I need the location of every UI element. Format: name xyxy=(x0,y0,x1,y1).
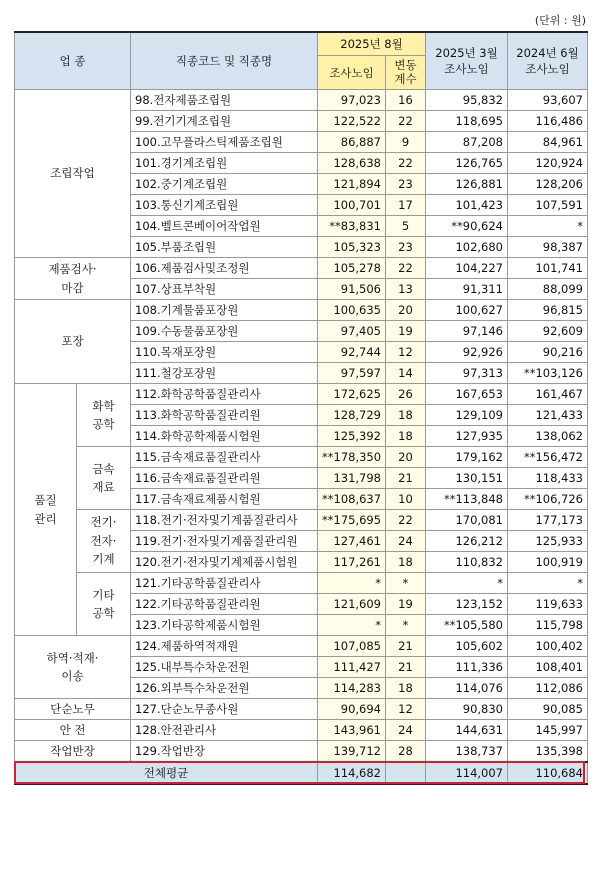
table-body xyxy=(15,90,588,763)
change-count-cell: 24 xyxy=(386,720,426,741)
subcategory-cell: 화학 공학 xyxy=(77,384,131,447)
survey-wage-cell: 143,961 xyxy=(318,720,386,741)
survey-wage-cell: **83,831 xyxy=(318,216,386,237)
survey-wage-cell: * xyxy=(318,615,386,636)
change-count-cell: 17 xyxy=(386,195,426,216)
change-count-cell: 20 xyxy=(386,300,426,321)
jun2024-cell: 145,997 xyxy=(508,720,588,741)
change-count-cell: 21 xyxy=(386,636,426,657)
mar2025-cell: 110,832 xyxy=(426,552,508,573)
change-count-cell: 20 xyxy=(386,447,426,468)
mar2025-cell: 91,311 xyxy=(426,279,508,300)
occupation-cell: 100.고무플라스틱제품조립원 xyxy=(131,132,318,153)
change-count-cell: 21 xyxy=(386,468,426,489)
survey-wage-cell: 121,894 xyxy=(318,174,386,195)
mar2025-cell: 170,081 xyxy=(426,510,508,531)
mar2025-cell: 90,830 xyxy=(426,699,508,720)
mar2025-cell: 167,653 xyxy=(426,384,508,405)
occupation-cell: 112.화학공학품질관리사 xyxy=(131,384,318,405)
mar2025-cell: 138,737 xyxy=(426,741,508,763)
change-count-cell: 18 xyxy=(386,552,426,573)
mar2025-cell: 123,152 xyxy=(426,594,508,615)
jun2024-cell: 116,486 xyxy=(508,111,588,132)
jun2024-cell: 125,933 xyxy=(508,531,588,552)
mar2025-cell: 179,162 xyxy=(426,447,508,468)
survey-wage-cell: **108,637 xyxy=(318,489,386,510)
jun2024-cell: 112,086 xyxy=(508,678,588,699)
jun2024-cell: **106,726 xyxy=(508,489,588,510)
jun2024-cell: 135,398 xyxy=(508,741,588,763)
category-cell: 제품검사· 마감 xyxy=(15,258,131,300)
mar2025-cell: **113,848 xyxy=(426,489,508,510)
survey-wage-cell: 128,638 xyxy=(318,153,386,174)
jun2024-cell: 120,924 xyxy=(508,153,588,174)
survey-wage-cell: 86,887 xyxy=(318,132,386,153)
jun2024-cell: 115,798 xyxy=(508,615,588,636)
change-count-cell: 22 xyxy=(386,111,426,132)
change-count-cell: 18 xyxy=(386,426,426,447)
survey-wage-cell: 105,278 xyxy=(318,258,386,279)
jun2024-cell: 96,815 xyxy=(508,300,588,321)
change-count-cell: * xyxy=(386,615,426,636)
jun2024-cell: 98,387 xyxy=(508,237,588,258)
occupation-cell: 126.외부특수차운전원 xyxy=(131,678,318,699)
table-row xyxy=(15,90,588,111)
occupation-cell: 118.전기·전자및기계품질관리사 xyxy=(131,510,318,531)
jun2024-cell: 138,062 xyxy=(508,426,588,447)
table-row xyxy=(15,573,588,594)
change-count-cell: 23 xyxy=(386,174,426,195)
total-jun: 110,684 xyxy=(508,762,588,784)
header-aug2025: 2025년 8월 xyxy=(318,32,426,56)
jun2024-cell: 90,216 xyxy=(508,342,588,363)
change-count-cell: 26 xyxy=(386,384,426,405)
occupation-cell: 102.중기계조립원 xyxy=(131,174,318,195)
change-count-cell: 13 xyxy=(386,279,426,300)
jun2024-cell: 108,401 xyxy=(508,657,588,678)
survey-wage-cell: 114,283 xyxy=(318,678,386,699)
mar2025-cell: 101,423 xyxy=(426,195,508,216)
total-mar: 114,007 xyxy=(426,762,508,784)
jun2024-cell: * xyxy=(508,216,588,237)
change-count-cell: 9 xyxy=(386,132,426,153)
occupation-cell: 128.안전관리사 xyxy=(131,720,318,741)
mar2025-cell: 100,627 xyxy=(426,300,508,321)
survey-wage-cell: * xyxy=(318,573,386,594)
change-count-cell: 22 xyxy=(386,510,426,531)
change-count-cell: * xyxy=(386,573,426,594)
change-count-cell: 19 xyxy=(386,594,426,615)
occupation-cell: 122.기타공학품질관리원 xyxy=(131,594,318,615)
survey-wage-cell: 128,729 xyxy=(318,405,386,426)
survey-wage-cell: 131,798 xyxy=(318,468,386,489)
change-count-cell: 16 xyxy=(386,90,426,111)
jun2024-cell: 100,919 xyxy=(508,552,588,573)
mar2025-cell: 111,336 xyxy=(426,657,508,678)
mar2025-cell: 126,212 xyxy=(426,531,508,552)
jun2024-cell: 101,741 xyxy=(508,258,588,279)
table-row xyxy=(15,447,588,468)
jun2024-cell: 90,085 xyxy=(508,699,588,720)
change-count-cell: 5 xyxy=(386,216,426,237)
survey-wage-cell: 107,085 xyxy=(318,636,386,657)
occupation-cell: 127.단순노무종사원 xyxy=(131,699,318,720)
jun2024-cell: **103,126 xyxy=(508,363,588,384)
mar2025-cell: 92,926 xyxy=(426,342,508,363)
subcategory-cell: 금속 재료 xyxy=(77,447,131,510)
occupation-cell: 107.상표부착원 xyxy=(131,279,318,300)
header-occupation: 직종코드 및 직종명 xyxy=(131,32,318,90)
table-row xyxy=(15,720,588,741)
change-count-cell: 18 xyxy=(386,678,426,699)
header-industry: 업 종 xyxy=(15,32,131,90)
change-count-cell: 21 xyxy=(386,657,426,678)
occupation-cell: 129.작업반장 xyxy=(131,741,318,763)
jun2024-cell: 161,467 xyxy=(508,384,588,405)
change-count-cell: 28 xyxy=(386,741,426,763)
table-row xyxy=(15,300,588,321)
mar2025-cell: 118,695 xyxy=(426,111,508,132)
occupation-cell: 121.기타공학품질관리사 xyxy=(131,573,318,594)
jun2024-cell: 119,633 xyxy=(508,594,588,615)
jun2024-cell: 84,961 xyxy=(508,132,588,153)
survey-wage-cell: 122,522 xyxy=(318,111,386,132)
occupation-cell: 120.전기·전자및기계제품시험원 xyxy=(131,552,318,573)
jun2024-cell: 128,206 xyxy=(508,174,588,195)
total-row xyxy=(15,762,588,784)
survey-wage-cell: 111,427 xyxy=(318,657,386,678)
survey-wage-cell: 97,023 xyxy=(318,90,386,111)
table-row xyxy=(15,384,588,405)
header-survey-wage: 조사노임 xyxy=(318,56,386,90)
survey-wage-cell: **178,350 xyxy=(318,447,386,468)
jun2024-cell: 118,433 xyxy=(508,468,588,489)
category-cell: 품질 관리 xyxy=(15,384,77,636)
mar2025-cell: 144,631 xyxy=(426,720,508,741)
survey-wage-cell: 117,261 xyxy=(318,552,386,573)
mar2025-cell: **105,580 xyxy=(426,615,508,636)
mar2025-cell: 127,935 xyxy=(426,426,508,447)
survey-wage-cell: 90,694 xyxy=(318,699,386,720)
occupation-cell: 119.전기·전자및기계품질관리원 xyxy=(131,531,318,552)
wage-table xyxy=(14,31,588,785)
total-label: 전체평균 xyxy=(15,762,318,784)
category-cell: 안 전 xyxy=(15,720,131,741)
mar2025-cell: 102,680 xyxy=(426,237,508,258)
survey-wage-cell: 92,744 xyxy=(318,342,386,363)
change-count-cell: 24 xyxy=(386,531,426,552)
occupation-cell: 104.벨트콘베이어작업원 xyxy=(131,216,318,237)
table-row xyxy=(15,699,588,720)
survey-wage-cell: 139,712 xyxy=(318,741,386,763)
occupation-cell: 117.금속재료제품시험원 xyxy=(131,489,318,510)
change-count-cell: 18 xyxy=(386,405,426,426)
mar2025-cell: 97,313 xyxy=(426,363,508,384)
mar2025-cell: * xyxy=(426,573,508,594)
occupation-cell: 115.금속재료품질관리사 xyxy=(131,447,318,468)
category-cell: 단순노무 xyxy=(15,699,131,720)
mar2025-cell: **90,624 xyxy=(426,216,508,237)
jun2024-cell: 107,591 xyxy=(508,195,588,216)
change-count-cell: 22 xyxy=(386,153,426,174)
jun2024-cell: 92,609 xyxy=(508,321,588,342)
change-count-cell: 19 xyxy=(386,321,426,342)
header-change-count: 변동 계수 xyxy=(386,56,426,90)
mar2025-cell: 129,109 xyxy=(426,405,508,426)
category-cell: 하역·적재· 이송 xyxy=(15,636,131,699)
survey-wage-cell: 100,701 xyxy=(318,195,386,216)
occupation-cell: 113.화학공학품질관리원 xyxy=(131,405,318,426)
occupation-cell: 123.기타공학제품시험원 xyxy=(131,615,318,636)
jun2024-cell: 121,433 xyxy=(508,405,588,426)
table-row xyxy=(15,510,588,531)
jun2024-cell: 88,099 xyxy=(508,279,588,300)
occupation-cell: 109.수동물품포장원 xyxy=(131,321,318,342)
jun2024-cell: 100,402 xyxy=(508,636,588,657)
survey-wage-cell: **175,695 xyxy=(318,510,386,531)
subcategory-cell: 전기· 전자· 기계 xyxy=(77,510,131,573)
category-cell: 포장 xyxy=(15,300,131,384)
mar2025-cell: 97,146 xyxy=(426,321,508,342)
jun2024-cell: 177,173 xyxy=(508,510,588,531)
total-cv-empty xyxy=(386,762,426,784)
header-jun2024: 2024년 6월 조사노임 xyxy=(508,32,588,90)
survey-wage-cell: 97,405 xyxy=(318,321,386,342)
mar2025-cell: 87,208 xyxy=(426,132,508,153)
jun2024-cell: 93,607 xyxy=(508,90,588,111)
mar2025-cell: 104,227 xyxy=(426,258,508,279)
occupation-cell: 110.목재포장원 xyxy=(131,342,318,363)
occupation-cell: 101.경기계조립원 xyxy=(131,153,318,174)
change-count-cell: 23 xyxy=(386,237,426,258)
subcategory-cell: 기타 공학 xyxy=(77,573,131,636)
survey-wage-cell: 91,506 xyxy=(318,279,386,300)
change-count-cell: 12 xyxy=(386,342,426,363)
occupation-cell: 124.제품하역적재원 xyxy=(131,636,318,657)
survey-wage-cell: 127,461 xyxy=(318,531,386,552)
change-count-cell: 12 xyxy=(386,699,426,720)
occupation-cell: 106.제품검사및조정원 xyxy=(131,258,318,279)
occupation-cell: 99.전기기계조립원 xyxy=(131,111,318,132)
occupation-cell: 98.전자제품조립원 xyxy=(131,90,318,111)
table-row xyxy=(15,636,588,657)
survey-wage-cell: 105,323 xyxy=(318,237,386,258)
change-count-cell: 22 xyxy=(386,258,426,279)
mar2025-cell: 126,765 xyxy=(426,153,508,174)
survey-wage-cell: 125,392 xyxy=(318,426,386,447)
mar2025-cell: 126,881 xyxy=(426,174,508,195)
survey-wage-cell: 172,625 xyxy=(318,384,386,405)
total-wage: 114,682 xyxy=(318,762,386,784)
table-row xyxy=(15,258,588,279)
mar2025-cell: 130,151 xyxy=(426,468,508,489)
category-cell: 작업반장 xyxy=(15,741,131,763)
change-count-cell: 14 xyxy=(386,363,426,384)
occupation-cell: 105.부품조립원 xyxy=(131,237,318,258)
change-count-cell: 10 xyxy=(386,489,426,510)
occupation-cell: 114.화학공학제품시험원 xyxy=(131,426,318,447)
occupation-cell: 103.통신기계조립원 xyxy=(131,195,318,216)
category-cell: 조립작업 xyxy=(15,90,131,258)
occupation-cell: 125.내부특수차운전원 xyxy=(131,657,318,678)
mar2025-cell: 114,076 xyxy=(426,678,508,699)
table-row xyxy=(15,741,588,763)
jun2024-cell: **156,472 xyxy=(508,447,588,468)
mar2025-cell: 95,832 xyxy=(426,90,508,111)
survey-wage-cell: 97,597 xyxy=(318,363,386,384)
survey-wage-cell: 121,609 xyxy=(318,594,386,615)
occupation-cell: 108.기계물품포장원 xyxy=(131,300,318,321)
header-mar2025: 2025년 3월 조사노임 xyxy=(426,32,508,90)
unit-label: (단위 : 원) xyxy=(534,14,586,27)
mar2025-cell: 105,602 xyxy=(426,636,508,657)
occupation-cell: 111.철강포장원 xyxy=(131,363,318,384)
survey-wage-cell: 100,635 xyxy=(318,300,386,321)
jun2024-cell: * xyxy=(508,573,588,594)
occupation-cell: 116.금속재료품질관리원 xyxy=(131,468,318,489)
